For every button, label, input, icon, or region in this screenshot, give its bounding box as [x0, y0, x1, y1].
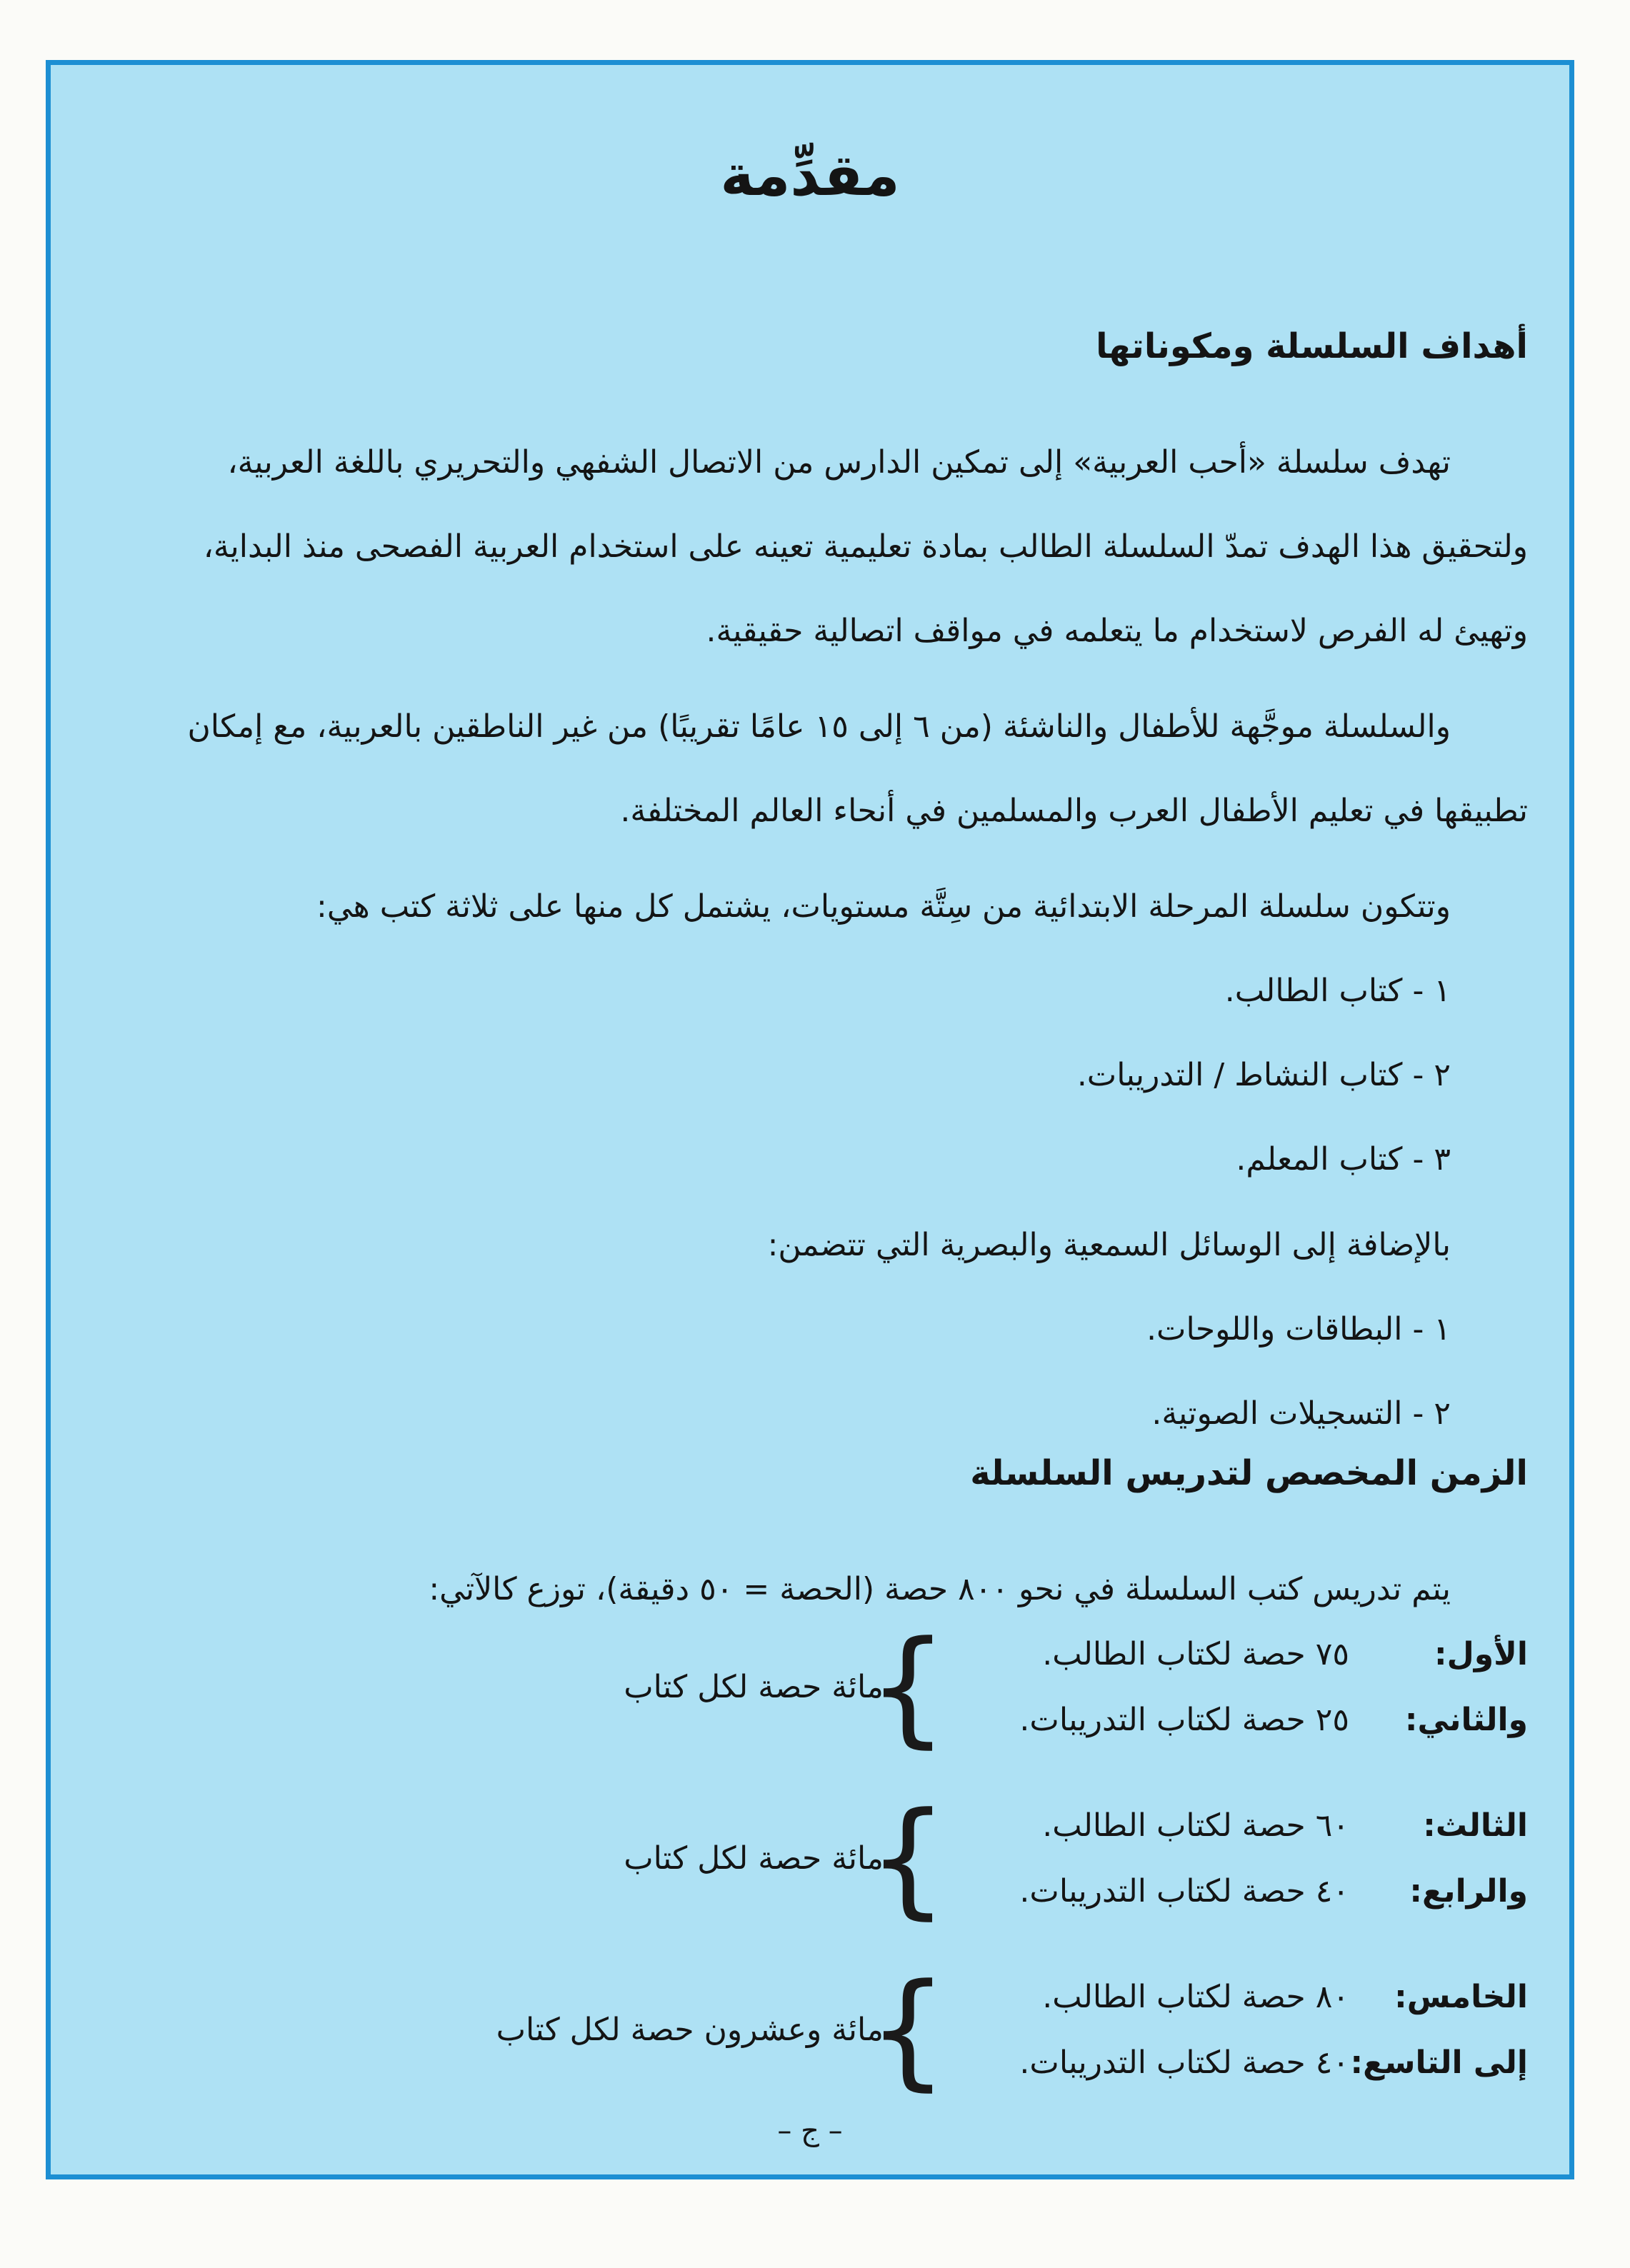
paragraph-goals: [106, 421, 1528, 673]
paragraph-line: والسلسلة موجَّهة للأطفال والناشئة (من ٦ إلى ١٥ عامًا تقريبًا) من غير الناطقين بالعربية، مع إمكان: [187, 708, 1451, 745]
media-list: [768, 1203, 1528, 1456]
level-value: ٤٠ حصة لكتاب التدريبات.: [1019, 1873, 1349, 1910]
paragraph-line: تطبيقها في تعليم الأطفال العرب والمسلمين في أنحاء العالم المختلفة.: [620, 793, 1528, 829]
level-label: إلى التاسع:: [1350, 2044, 1528, 2081]
brace-icon: }: [868, 1614, 948, 1760]
page-title: مقدِّمة: [720, 142, 900, 209]
books-intro: وتتكون سلسلة المرحلة الابتدائية من سِتَّة مستويات، يشتمل كل منها على ثلاثة كتب هي:: [316, 888, 1451, 925]
section-heading-goals: أهداف السلسلة ومكوناتها: [1096, 326, 1528, 366]
paragraph-line: وتهيئ له الفرص لاستخدام ما يتعلمه في مواقف اتصالية حقيقية.: [706, 613, 1528, 649]
brace-note: مائة حصة لكل كتاب: [624, 1669, 884, 1705]
level-value: ٨٠ حصة لكتاب الطالب.: [1042, 1979, 1349, 2015]
level-value: ٤٠ حصة لكتاب التدريبات.: [1019, 2044, 1349, 2081]
brace-note: مائة حصة لكل كتاب: [624, 1840, 884, 1877]
books-list: [316, 865, 1528, 1202]
list-item: ٣ - كتاب المعلم.: [1236, 1141, 1451, 1178]
list-item: ٢ - كتاب النشاط / التدريبات.: [1076, 1057, 1451, 1093]
brace-note: مائة وعشرون حصة لكل كتاب: [496, 2012, 884, 2048]
list-item: ١ - كتاب الطالب.: [1224, 973, 1451, 1009]
brace-icon: }: [868, 1957, 948, 2103]
section-heading-time: الزمن المخصص لتدريس السلسلة: [970, 1453, 1528, 1493]
level-label: الخامس:: [1394, 1979, 1528, 2015]
level-label: الثالث:: [1423, 1807, 1528, 1844]
page-number: – ج –: [777, 2114, 843, 2147]
paragraph-line: تهدف سلسلة «أحب العربية» إلى تمكين الدارس من الاتصال الشفهي والتحريري باللغة العربية،: [227, 444, 1451, 481]
level-label: والثاني:: [1404, 1702, 1528, 1738]
list-item: ٢ - التسجيلات الصوتية.: [1151, 1395, 1451, 1432]
list-item: ١ - البطاقات واللوحات.: [1146, 1311, 1451, 1348]
page-frame: [46, 60, 1574, 2179]
brace-icon: }: [868, 1785, 948, 1932]
level-value: ٢٥ حصة لكتاب التدريبات.: [1019, 1702, 1349, 1738]
paragraph-audience: [106, 685, 1528, 853]
paragraph-line: ولتحقيق هذا الهدف تمدّ السلسلة الطالب بمادة تعليمية تعينه على استخدام العربية الفصحى منذ البداية،: [203, 528, 1528, 565]
schedule-intro: [429, 1547, 1528, 1632]
level-value: ٧٥ حصة لكتاب الطالب.: [1042, 1636, 1349, 1672]
paragraph-line: يتم تدريس كتب السلسلة في نحو ٨٠٠ حصة (الحصة = ٥٠ دقيقة)، توزع كالآتي:: [429, 1571, 1451, 1607]
level-label: الأول:: [1434, 1636, 1528, 1672]
level-value: ٦٠ حصة لكتاب الطالب.: [1042, 1807, 1349, 1844]
level-label: والرابع:: [1409, 1873, 1528, 1910]
media-intro: بالإضافة إلى الوسائل السمعية والبصرية التي تتضمن:: [767, 1227, 1451, 1263]
